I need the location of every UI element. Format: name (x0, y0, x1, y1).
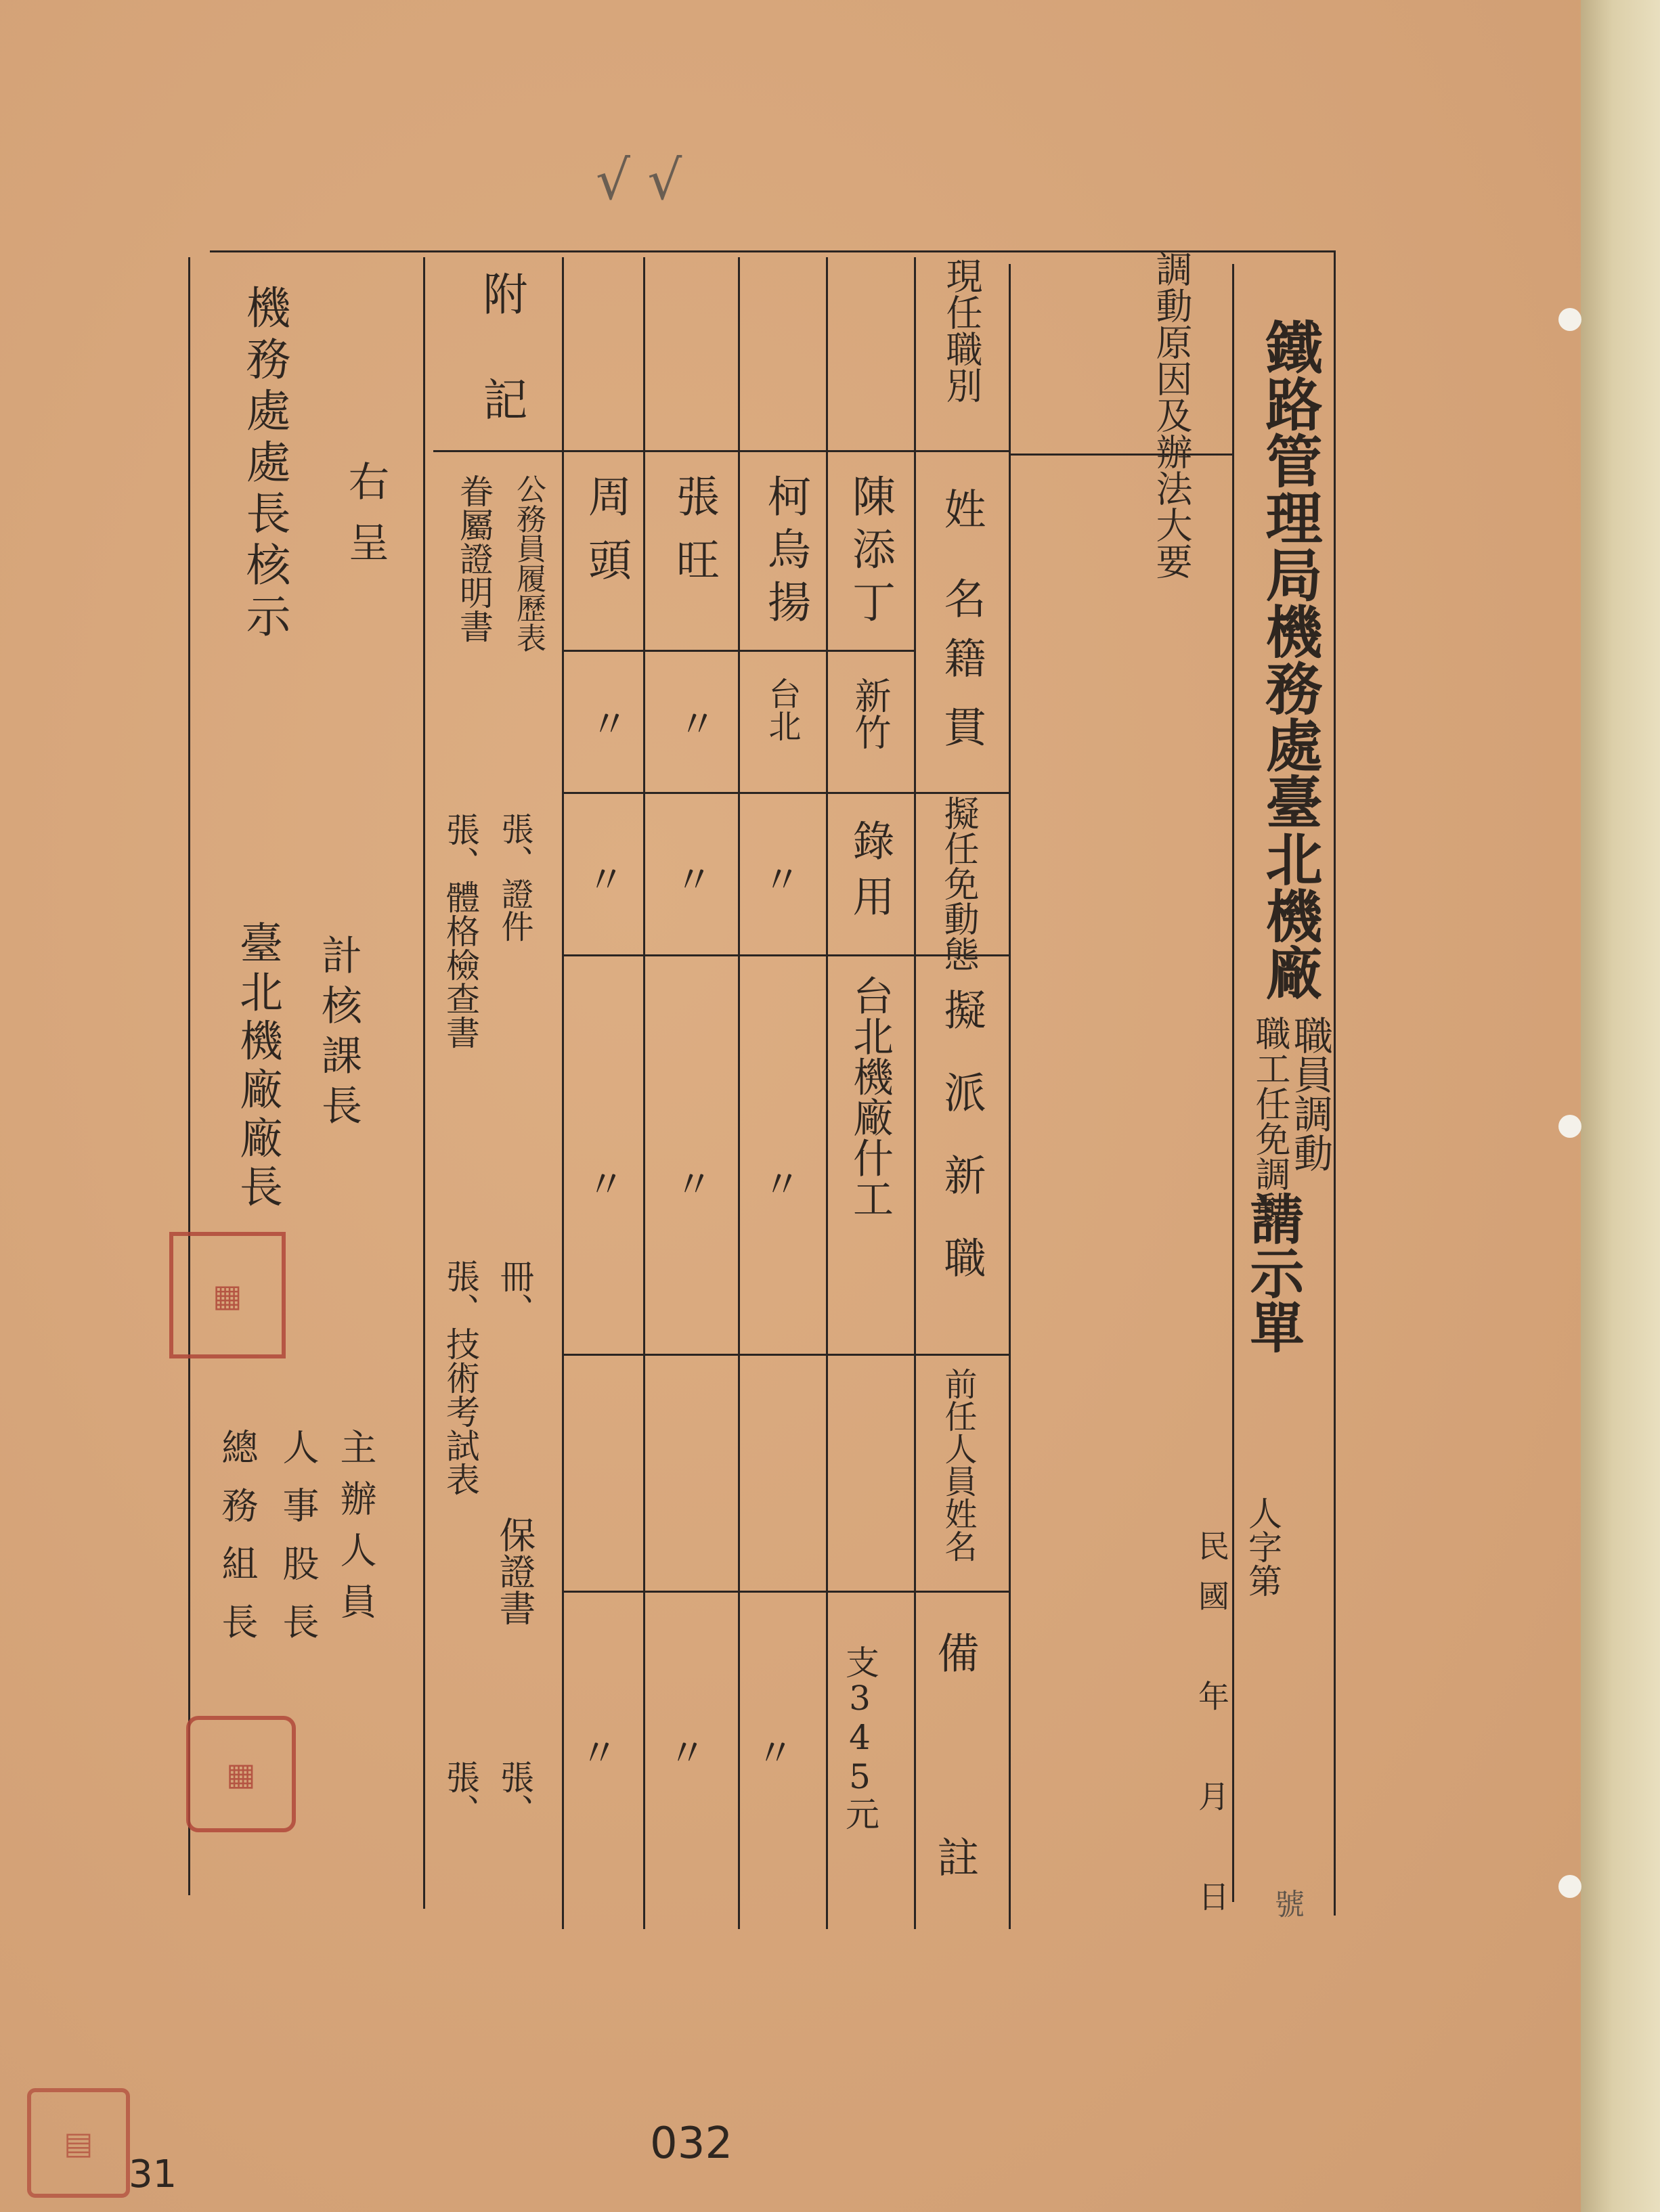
subtitle-upper: 職員調動 (1287, 1015, 1333, 1172)
attachment-skill-test: 張、技術考試表 (441, 1259, 480, 1496)
row2-new-post: 〃 (757, 1164, 801, 1202)
row1-remark: 支345元 (840, 1645, 879, 1830)
factory-director: 臺北機廠廠長 (232, 921, 282, 1213)
attachment-health-check: 張、體格檢查書 (441, 812, 480, 1049)
page-number: 032 (650, 2119, 733, 2169)
row4-action: 〃 (581, 860, 625, 898)
header-predecessor: 前任人員姓名 (939, 1367, 977, 1562)
col-b-line (826, 257, 828, 1929)
header-origin: 籍貫 (937, 636, 986, 774)
row1-action: 錄用 (846, 819, 895, 930)
binding-strip (1581, 0, 1660, 2212)
row4-origin: 〃 (584, 704, 628, 742)
row3-name: 張旺 (669, 474, 719, 601)
date-label: 民國 年 月 日 (1194, 1530, 1230, 1930)
recipient-label: 機務處處長核示 (238, 284, 290, 644)
check-marks: √ √ (596, 149, 682, 212)
submit-label: 右呈 (342, 460, 389, 582)
attachment-resume: 公務員履歷表 (511, 474, 546, 652)
attachment-count-a: 張、 (495, 1760, 534, 1828)
subtitle-lower: 職工任免調動 (1249, 1015, 1290, 1226)
row3-action: 〃 (669, 860, 713, 898)
left-border (188, 257, 190, 1895)
col-position-line (1009, 264, 1011, 1929)
ref-suffix: 號 (1269, 1888, 1304, 1918)
row4-new-post: 〃 (581, 1164, 625, 1202)
attachment-count-b: 張、 (441, 1760, 480, 1828)
header-remarks: 備註 (930, 1631, 980, 2040)
header-position: 現任職別 (940, 257, 983, 403)
col-d-line (643, 257, 645, 1929)
row-line-2 (562, 792, 1009, 794)
row2-remark: 〃 (750, 1733, 794, 1771)
row-line-5 (562, 1591, 1009, 1593)
row2-action: 〃 (757, 860, 801, 898)
col-e-line (562, 257, 564, 1929)
punch-hole (1558, 1875, 1581, 1898)
attachment-guarantee: 保證書 (494, 1516, 536, 1626)
personnel-chief: 人事股長 (277, 1428, 320, 1661)
reason-underline (1009, 454, 1232, 456)
row-line-4 (562, 1354, 1009, 1356)
header-new-post: 擬派新職 (937, 988, 986, 1319)
archive-seal-icon: ▤ (27, 2088, 130, 2198)
form-type: 請示單 (1241, 1191, 1305, 1354)
row1-name: 陳添丁 (845, 474, 895, 632)
title-divider (1232, 264, 1234, 1902)
ref-prefix: 人字第 (1243, 1496, 1282, 1597)
general-affairs-chief: 總務組長 (216, 1428, 259, 1661)
factory-seal-icon: ▦ (169, 1232, 286, 1358)
col-c-line (738, 257, 740, 1929)
header-action: 擬任免動態 (938, 795, 978, 971)
punch-hole (1558, 1115, 1581, 1138)
row3-new-post: 〃 (669, 1164, 713, 1202)
right-border (1334, 250, 1336, 1916)
row3-remark: 〃 (662, 1733, 706, 1771)
attachment-booklet: 冊、 (495, 1259, 534, 1327)
corner-number: 31 (129, 2152, 177, 2196)
header-name: 姓名 (937, 487, 986, 666)
row2-name: 柯烏揚 (760, 474, 810, 632)
punch-hole (1558, 308, 1581, 331)
row1-new-post: 台北機廠什工 (846, 975, 894, 1218)
attachment-family-cert: 眷屬證明書 (454, 474, 494, 643)
attachment-certificate: 張、證件 (496, 812, 533, 942)
row1-origin: 新竹 (849, 677, 892, 750)
col-a-line (914, 257, 916, 1929)
row2-origin: 台北 (763, 677, 801, 742)
row4-name: 周頭 (581, 474, 631, 601)
accounting-chief: 計核課長 (315, 934, 362, 1134)
row-line-1 (562, 650, 914, 652)
reason-label-right: 調動原因及辦法大要 (1150, 250, 1193, 579)
attachment-line (423, 257, 425, 1909)
document-title: 鐵路管理局機務處臺北機廠 (1257, 318, 1324, 1000)
attachment-label: 附記 (475, 271, 527, 482)
personnel-seal-icon: ▦ (186, 1716, 296, 1832)
row4-remark: 〃 (574, 1733, 618, 1771)
clerk-label: 主辦人員 (334, 1428, 377, 1634)
row3-origin: 〃 (672, 704, 716, 742)
